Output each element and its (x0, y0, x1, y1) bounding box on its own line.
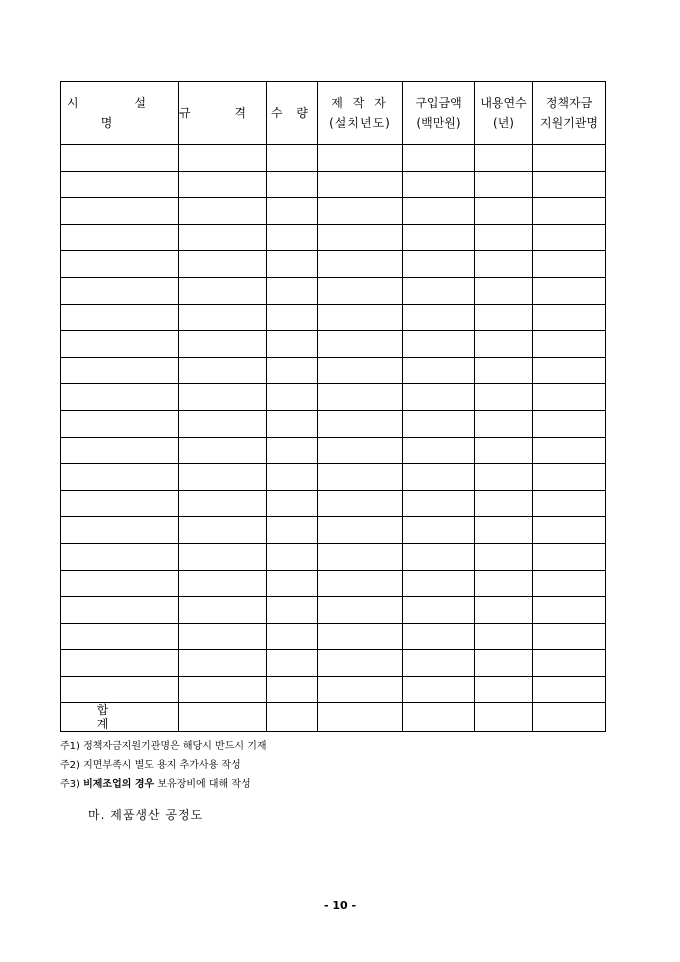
table-cell[interactable] (267, 623, 318, 650)
table-row (61, 464, 606, 491)
table-cell[interactable] (267, 517, 318, 544)
table-cell[interactable] (179, 650, 267, 677)
table-cell[interactable] (475, 650, 533, 677)
table-header-row (61, 82, 606, 145)
table-row (61, 543, 606, 570)
table-row (61, 570, 606, 597)
table-cell[interactable] (179, 304, 267, 331)
table-row (61, 171, 606, 198)
table-cell[interactable] (318, 331, 403, 358)
table-cell[interactable] (403, 703, 475, 732)
table-cell[interactable] (533, 198, 606, 225)
table-cell[interactable] (318, 703, 403, 732)
table-cell[interactable] (318, 437, 403, 464)
table-cell[interactable] (61, 543, 179, 570)
footnote-3-bold: 비제조업의 경우 (83, 779, 155, 790)
table-cell[interactable] (533, 251, 606, 278)
header-facility-name: 시 설 명 (61, 82, 179, 145)
table-cell[interactable] (267, 357, 318, 384)
table-cell[interactable] (179, 570, 267, 597)
table-cell[interactable] (61, 676, 179, 703)
table-row (61, 145, 606, 172)
header-useful-life (475, 82, 533, 145)
table-cell[interactable] (267, 251, 318, 278)
table-cell[interactable] (475, 384, 533, 411)
table-cell[interactable] (475, 437, 533, 464)
table-cell[interactable] (533, 623, 606, 650)
table-cell[interactable] (267, 331, 318, 358)
table-cell[interactable] (403, 331, 475, 358)
table-row (61, 597, 606, 624)
table-cell[interactable] (61, 410, 179, 437)
table-cell[interactable] (318, 597, 403, 624)
table-cell[interactable] (403, 410, 475, 437)
table-cell[interactable] (533, 437, 606, 464)
table-cell[interactable] (318, 570, 403, 597)
table-cell[interactable] (318, 464, 403, 491)
table-cell[interactable] (403, 623, 475, 650)
table-row (61, 437, 606, 464)
table-cell[interactable] (179, 703, 267, 732)
table-cell[interactable] (61, 171, 179, 198)
header-useful-life-line2: (년) (493, 116, 514, 130)
table-row (61, 357, 606, 384)
table-cell[interactable] (403, 251, 475, 278)
table-cell[interactable] (533, 703, 606, 732)
table-cell[interactable] (403, 357, 475, 384)
header-manufacturer-line1: 제 작 자 (331, 96, 389, 110)
table-cell[interactable] (403, 171, 475, 198)
table-cell[interactable] (533, 490, 606, 517)
table-cell[interactable] (318, 304, 403, 331)
table-cell[interactable] (403, 676, 475, 703)
table-cell[interactable] (179, 251, 267, 278)
equipment-table (60, 81, 606, 732)
table-cell[interactable] (267, 570, 318, 597)
table-row (61, 517, 606, 544)
table-cell[interactable] (475, 623, 533, 650)
table-cell[interactable] (403, 437, 475, 464)
footnote-2: 주2) 지면부족시 별도 용지 추가사용 작성 (60, 760, 241, 771)
table-row (61, 198, 606, 225)
table-cell[interactable] (61, 437, 179, 464)
table-cell[interactable] (267, 145, 318, 172)
table-cell[interactable] (475, 703, 533, 732)
table-cell[interactable] (318, 224, 403, 251)
table-cell[interactable] (179, 517, 267, 544)
table-cell[interactable] (475, 277, 533, 304)
table-cell[interactable] (318, 171, 403, 198)
table-cell[interactable] (533, 304, 606, 331)
table-cell[interactable] (403, 517, 475, 544)
table-cell[interactable] (61, 650, 179, 677)
table-cell[interactable] (403, 224, 475, 251)
table-cell[interactable] (267, 650, 318, 677)
header-spec: 규 격 (179, 82, 267, 145)
table-row (61, 410, 606, 437)
table-cell[interactable] (267, 464, 318, 491)
header-purchase-amount-line2: (백만원) (416, 116, 461, 130)
table-cell[interactable] (403, 490, 475, 517)
header-quantity: 수 량 (267, 82, 318, 145)
header-policy-fund (533, 82, 606, 145)
table-cell[interactable] (475, 570, 533, 597)
table-cell[interactable] (61, 251, 179, 278)
table-cell[interactable] (318, 145, 403, 172)
table-cell[interactable] (475, 597, 533, 624)
table-row (61, 676, 606, 703)
table-row (61, 384, 606, 411)
table-cell[interactable] (179, 410, 267, 437)
table-cell[interactable] (475, 490, 533, 517)
table-cell[interactable] (61, 198, 179, 225)
table-cell[interactable] (318, 251, 403, 278)
table-cell[interactable] (179, 464, 267, 491)
table-cell[interactable] (267, 597, 318, 624)
table-cell[interactable] (318, 384, 403, 411)
header-policy-fund-line1: 정책자금 (545, 96, 593, 110)
table-cell[interactable] (318, 410, 403, 437)
table-cell[interactable] (403, 145, 475, 172)
table-row (61, 623, 606, 650)
table-cell[interactable] (533, 517, 606, 544)
table-cell[interactable] (61, 597, 179, 624)
table-cell[interactable] (475, 676, 533, 703)
table-cell[interactable] (403, 543, 475, 570)
table-cell[interactable] (475, 543, 533, 570)
table-cell[interactable] (179, 384, 267, 411)
table-cell[interactable] (267, 384, 318, 411)
table-cell[interactable] (318, 490, 403, 517)
table-cell[interactable] (533, 464, 606, 491)
table-cell[interactable] (318, 357, 403, 384)
table-row (61, 224, 606, 251)
table-cell[interactable] (61, 224, 179, 251)
section-heading: 마. 제품생산 공정도 (88, 808, 204, 822)
total-row (61, 703, 606, 732)
total-label: 합 계 (61, 703, 179, 732)
table-cell[interactable] (267, 198, 318, 225)
table-cell[interactable] (179, 676, 267, 703)
table-cell[interactable] (475, 357, 533, 384)
table-cell[interactable] (403, 464, 475, 491)
table-cell[interactable] (61, 357, 179, 384)
table-body (61, 145, 606, 703)
table-cell[interactable] (533, 410, 606, 437)
table-cell[interactable] (61, 464, 179, 491)
table-row (61, 277, 606, 304)
table-cell[interactable] (533, 171, 606, 198)
table-cell[interactable] (475, 331, 533, 358)
table-cell[interactable] (61, 331, 179, 358)
footnote-1: 주1) 정책자금지원기관명은 해당시 반드시 기재 (60, 741, 267, 752)
table-cell[interactable] (318, 543, 403, 570)
table-row (61, 251, 606, 278)
table-cell[interactable] (533, 277, 606, 304)
footnote-3 (60, 775, 267, 794)
table-row (61, 331, 606, 358)
table-cell[interactable] (267, 304, 318, 331)
header-manufacturer-line2: (설치년도) (329, 116, 391, 130)
table-cell[interactable] (533, 570, 606, 597)
table-cell[interactable] (533, 597, 606, 624)
table-cell[interactable] (267, 224, 318, 251)
table-cell[interactable] (61, 277, 179, 304)
table-cell[interactable] (318, 650, 403, 677)
table-cell[interactable] (179, 357, 267, 384)
table-cell[interactable] (403, 277, 475, 304)
table-cell[interactable] (403, 198, 475, 225)
table-cell[interactable] (61, 570, 179, 597)
table-cell[interactable] (267, 171, 318, 198)
table-cell[interactable] (475, 251, 533, 278)
table-cell[interactable] (403, 304, 475, 331)
table-cell[interactable] (533, 543, 606, 570)
table-cell[interactable] (533, 676, 606, 703)
table-cell[interactable] (403, 570, 475, 597)
table-cell[interactable] (267, 703, 318, 732)
table-cell[interactable] (533, 224, 606, 251)
table-cell[interactable] (179, 198, 267, 225)
table-cell[interactable] (61, 623, 179, 650)
table-row (61, 304, 606, 331)
page-number: - 10 - (323, 899, 357, 912)
table-cell[interactable] (533, 331, 606, 358)
table-cell[interactable] (318, 198, 403, 225)
table-cell[interactable] (475, 171, 533, 198)
table-cell[interactable] (61, 304, 179, 331)
footnote-3-prefix: 주3) (60, 779, 84, 790)
table-cell[interactable] (61, 145, 179, 172)
table-cell[interactable] (267, 490, 318, 517)
table-cell[interactable] (475, 410, 533, 437)
table-cell[interactable] (475, 224, 533, 251)
table-cell[interactable] (61, 384, 179, 411)
table-cell[interactable] (179, 277, 267, 304)
table-cell[interactable] (179, 490, 267, 517)
table-cell[interactable] (267, 437, 318, 464)
table-cell[interactable] (179, 171, 267, 198)
table-cell[interactable] (61, 517, 179, 544)
table-cell[interactable] (403, 597, 475, 624)
table-cell[interactable] (267, 676, 318, 703)
table-cell[interactable] (533, 384, 606, 411)
header-purchase-amount (403, 82, 475, 145)
footnote-3-suffix: 보유장비에 대해 작성 (154, 779, 251, 790)
table-cell[interactable] (475, 304, 533, 331)
table-cell[interactable] (475, 145, 533, 172)
table-cell[interactable] (267, 277, 318, 304)
table-cell[interactable] (318, 517, 403, 544)
table-cell[interactable] (179, 623, 267, 650)
table-cell[interactable] (318, 277, 403, 304)
header-policy-fund-line2: 지원기관명 (540, 116, 598, 130)
table-cell[interactable] (179, 145, 267, 172)
table-row (61, 490, 606, 517)
table-cell[interactable] (475, 198, 533, 225)
table-cell[interactable] (61, 490, 179, 517)
table-cell[interactable] (179, 331, 267, 358)
table-cell[interactable] (533, 357, 606, 384)
table-row (61, 650, 606, 677)
table-cell[interactable] (475, 517, 533, 544)
table-cell[interactable] (318, 623, 403, 650)
table-cell[interactable] (533, 650, 606, 677)
table-cell[interactable] (179, 543, 267, 570)
table-cell[interactable] (403, 384, 475, 411)
table-cell[interactable] (475, 464, 533, 491)
table-cell[interactable] (267, 543, 318, 570)
table-cell[interactable] (179, 224, 267, 251)
table-cell[interactable] (318, 676, 403, 703)
table-cell[interactable] (403, 650, 475, 677)
header-manufacturer (318, 82, 403, 145)
header-purchase-amount-line1: 구입금액 (415, 96, 462, 110)
table-cell[interactable] (533, 145, 606, 172)
footnotes (60, 737, 267, 794)
table-cell[interactable] (179, 597, 267, 624)
table-cell[interactable] (267, 410, 318, 437)
table-cell[interactable] (179, 437, 267, 464)
header-useful-life-line1: 내용연수 (480, 96, 527, 110)
